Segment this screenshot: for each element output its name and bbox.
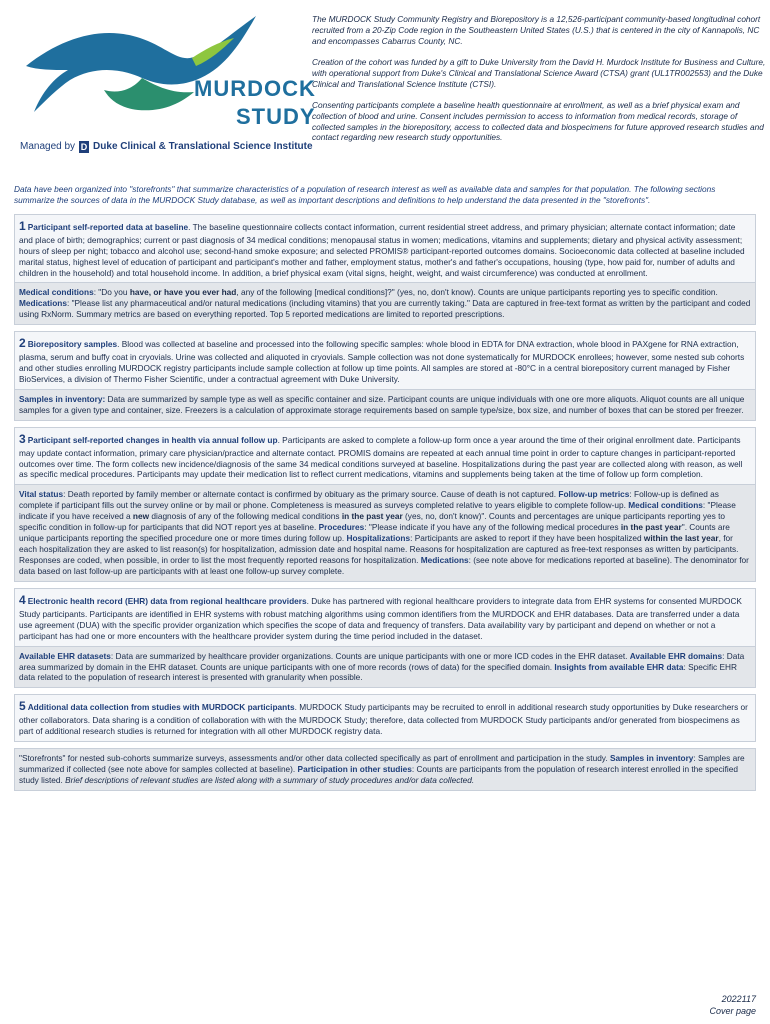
- section-baseline-data: [14, 214, 756, 325]
- section-body: . Blood was collected at baseline and processed into the following specific samples: whole blood in EDTA for DNA extraction, whole blood in PAXgene for RNA extraction, plasma, serum and buffy coat in cryovials. Urine was collected and aliquoted in cryovials. Sample collection was not done systematically for MURDOCK enrollees; however, some nested sub cohorts and other studies enrolling MURDOCK registry participants include sample collection at follow up time points. All samples are stored at -80°C in a central biorepository current managed by Fisher BioServices, a division of Thermo Fisher Scientific, under a contractual agreement with Duke University.: [19, 339, 745, 384]
- definition-text: , any of the following [medical conditions]?" (yes, no, don't know). Counts are unique participants reporting yes to specific condition.: [236, 287, 718, 298]
- section-heading: Participant self-reported changes in health via annual follow up: [27, 434, 278, 445]
- document-id: [709, 994, 756, 1018]
- definition-text: : Death reported by family member or alternate contact is confirmed by obituary as the primary source. Cause of death is not captured.: [63, 489, 559, 500]
- section-additional-studies: [14, 694, 756, 742]
- section-number: 5: [19, 699, 26, 714]
- section-2-definitions: [15, 389, 755, 420]
- term-label: Medications: [19, 298, 67, 309]
- term-label: Available EHR datasets: [19, 650, 111, 661]
- managed-by-label: Managed by: [20, 141, 76, 152]
- definition-text: : Data area summarized by domain in the EHR dataset. Counts are unique participants with one of more records (rows of data) for the specified domain.: [19, 650, 745, 672]
- storefront-lead: Data have been organized into "storefronts" that summarize characteristics of a population of research interest as well as available data and samples for that population. The following sections summarize the sources of data in the MURDOCK Study database, as well as important descriptions and definitions to help understand the data presented in the "storefronts".: [14, 184, 716, 205]
- definition-text: : "Please indicate if you have any of the following medical procedures: [364, 522, 621, 533]
- intro-paragraph-2: Creation of the cohort was funded by a gift to Duke University from the David H. Murdock Institute for Business and Culture, with operational support from Duke's Clinical and Translational Science Award (CTSA) grant (UL1TR002553) and the Duke Clinical and Translational Science Institute (CTSI).: [312, 56, 766, 89]
- definition-text: , for each hospitalization they are asked to list reason(s) for hospitalization, admission date and hospital name. Reasons for hospitalization are captured as free-text responses as written by participants. Responses are coded, when possible, in order to list the most frequently reported reasons for hospitalization.: [19, 533, 739, 566]
- section-heading: Electronic health record (EHR) data from regional healthcare providers: [27, 595, 307, 606]
- document-label: Cover page: [709, 1006, 756, 1017]
- section-4-definitions: [15, 646, 755, 688]
- section-body: . The baseline questionnaire collects contact information, current residential street address, and primary physician; alternate contact information; date and place of birth; demographics; current or past diagnosis of 34 medical conditions; menopausal status in women; medications, vitamins and supplements; dietary and physical activity assessment; hours of sleep per night; tobacco and alcohol use; second-hand smoke exposure; and selected PROMIS® participant-reported outcomes domains. Socioeconomic data collected at baseline included marital status, highest level of education of participant and participant's mother and father, employment status, mother's and father's occupations, housing (type, how paid for, number of adults and children in the household) and total household income. In addition, a brief physical exam (vital signs, height, weight, and waist circumference) was conducted at enrollment.: [19, 221, 745, 278]
- note-text: : Samples are summarized if collected (see note above for samples collected at baseline).: [19, 753, 745, 775]
- section-body: . MURDOCK Study participants may be recruited to enroll in additional research study opportunities by Duke researchers or other collaborators. Data sharing is a condition of collaboration with with the MURDOCK Study; therefore, data collected from MURDOCK Study participants and/or generated from biospecimens as part of additional research studies is returned for integration with all other MURDOCK registry data.: [19, 702, 748, 737]
- section-1-main: [15, 215, 755, 283]
- definition-text: : Participants are asked to report if they have been hospitalized: [410, 533, 644, 544]
- term-label: Medications: [420, 555, 469, 566]
- section-1-definitions: [15, 282, 755, 324]
- page-header: [14, 0, 766, 180]
- section-ehr-data: [14, 588, 756, 688]
- definition-text: : Follow-up is defined as complete if participant fills out the survey online or by mail or phone. Completeness is measured as surveys completed relative to years eligible to complete follow-up.: [19, 489, 719, 511]
- definition-text: : Data are summarized by healthcare provider organizations. Counts are unique participants with one or more ICD codes in the EHR dataset.: [110, 650, 630, 661]
- term-label: Medical conditions: [628, 500, 703, 511]
- nested-cohorts-note: [14, 748, 756, 791]
- section-3-main: [15, 428, 755, 485]
- term-label: Procedures: [318, 522, 365, 533]
- definition-text: : "Do you: [93, 287, 130, 298]
- term-label: Samples in inventory: [609, 753, 694, 764]
- note-text: "Storefronts" for nested sub-cohorts summarize surveys, assessments and/or other data collected specifically as part of enrollment and participation in the study.: [19, 753, 610, 764]
- note-text: : Counts are participants from the population of research interest enrolled in the specified study listed.: [19, 764, 738, 785]
- term-label: Participation in other studies: [297, 764, 412, 775]
- bird-logo-icon: [24, 8, 264, 128]
- emphasis-text: new: [132, 511, 150, 522]
- note-italic-text: Brief descriptions of relevant studies are listed along with a summary of study procedures and/or data collected.: [65, 774, 475, 785]
- murdock-study-logo: [24, 8, 316, 158]
- definition-text: ". Counts are unique participants reporting the specified procedure one or more times during follow up.: [19, 522, 730, 544]
- logo-study-text: STUDY: [236, 104, 316, 129]
- section-body: . Duke has partnered with regional healthcare providers to integrate data from EHR systems for consented MURDOCK Study participants. Participants are identified in EHR systems with robust matching algorithms using common identifiers from the MURDOCK and EHR databases. Data are transferred under a data use agreement (DUA) with the specific provider organization which specifies the scope of data and frequency of transfers. Data availability vary by participant and depend on whether or not a participant has had one or more encounters with the healthcare provider system during the time period included in the dataset.: [19, 595, 742, 641]
- term-label: Insights from available EHR data: [554, 661, 684, 672]
- emphasis-text: in the past year: [341, 511, 403, 522]
- term-label: Available EHR domains: [629, 650, 723, 661]
- duke-ctsi-name: Duke Clinical & Translational Science Institute: [93, 141, 313, 152]
- section-body: . Participants are asked to complete a follow-up form once a year around the time of their original enrollment date. Participants may update contact information, primary care physician/practice and alternate contact. PROMIS domains are repeated at each annual time point in order to capture changes in participant-reported outcomes over time. The form collects new incidence/diagnosis of the same 34 medical conditions surveyed at baseline. Hospitalizations during the past year are collected along with reason, as well as specific medical procedures. Participants may update their medication list to reflect current medications, vitamins and supplements being taken at the time of follow up form completion.: [19, 434, 743, 480]
- term-label: Vital status: [19, 489, 64, 500]
- definition-text: : (see note above for medications reported at baseline). The denominator for data based on last follow-up are participants with at least one follow-up survey complete.: [19, 555, 749, 576]
- intro-paragraph-1: The MURDOCK Study Community Registry and Biorepository is a 12,526-participant community-based longitudinal cohort recruited from a 20-Zip Code region in the Southeastern United States (U.S.) that is centered in the city of Kannapolis, NC and encompasses Cabarrus County, NC.: [312, 14, 761, 46]
- section-number: 3: [19, 431, 26, 446]
- document-code: 2022117: [721, 994, 756, 1005]
- section-5-main: [15, 695, 755, 741]
- logo-murdock-text: MURDOCK: [194, 76, 316, 101]
- term-label: Hospitalizations: [346, 533, 411, 544]
- emphasis-text: within the last year: [643, 533, 719, 544]
- emphasis-text: have, or have you ever had: [129, 287, 237, 298]
- emphasis-text: in the past year: [620, 522, 682, 533]
- section-number: 2: [19, 336, 26, 351]
- section-heading: Additional data collection from studies with MURDOCK participants: [27, 702, 295, 713]
- section-heading: Biorepository samples: [27, 339, 118, 350]
- section-4-main: [15, 589, 755, 646]
- definition-text: : "Please indicate if you have received a: [19, 500, 736, 522]
- definition-text: (yes, no, don't know)". Counts and percentages are unique participants reporting yes to specific condition in follow-up for participants that did NOT report yes at baseline.: [19, 511, 726, 533]
- section-2-main: [15, 332, 755, 389]
- term-label: Samples in inventory:: [19, 393, 106, 404]
- managed-by-line: [20, 140, 313, 153]
- section-number: 4: [19, 592, 26, 607]
- intro-text: [312, 14, 767, 153]
- term-label: Follow-up metrics: [558, 489, 630, 500]
- section-heading: Participant self-reported data at baseline: [27, 221, 189, 232]
- intro-paragraph-3: Consenting participants complete a baseline health questionnaire at enrollment, as well as a brief physical exam and collection of blood and urine. Consent includes permission to access to information from medical records, storage of collected samples in the biorepository, access to collected data and biospecimens for future approved research studies and contact regarding new research study opportunities.: [312, 99, 764, 143]
- section-number: 1: [19, 218, 26, 233]
- duke-logo-icon: D: [80, 141, 88, 152]
- section-3-definitions: [15, 484, 755, 581]
- definition-text: diagnosis of any of the following medical conditions: [149, 511, 342, 522]
- definition-text: : "Please list any pharmaceutical and/or natural medications (including vitamins) that you are currently taking." Data are captured in free-text format as written by the participant and coded using RxNorm. Summary metrics are based on everything reported. Top 5 reported medications are limited to reported prescriptions.: [19, 298, 751, 320]
- section-annual-follow-up: [14, 427, 756, 582]
- definition-text: Data are summarized by sample type as well as specific container and size. Participant counts are unique individuals with one ore more aliquots. Aliquot counts are all unique samples for a given type and container, size. Freezers is a calculation of approximate storage requirements based on sample type/size, box size, and number of boxes that can be stored per freezer.: [19, 393, 745, 415]
- definition-text: : Specific EHR data related to the population of research interest is presented with granularity when possible.: [19, 661, 738, 683]
- section-biorepository: [14, 331, 756, 421]
- term-label: Medical conditions: [19, 287, 94, 298]
